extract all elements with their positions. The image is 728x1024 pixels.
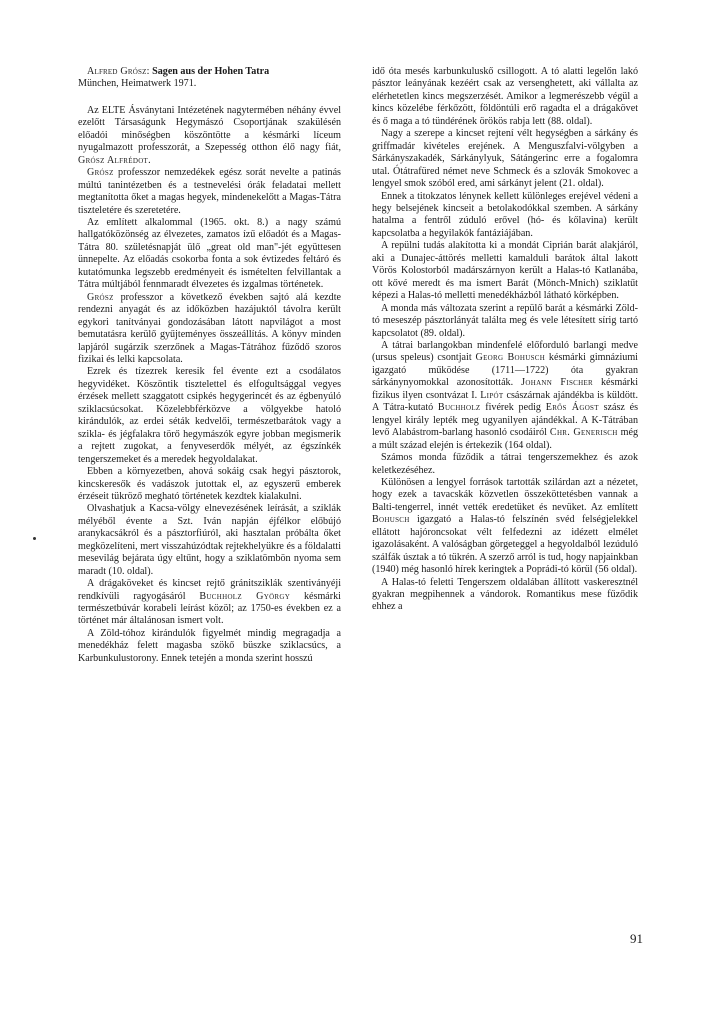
paragraph (78, 105, 341, 167)
text-run: A Zöld-tóhoz kirándulók figyelmét mindig megragadja a menedékház felett magasba szökő büszke sziklacsúcs, a Karbunkulustorony. Ennek tetején a monda szerint hosszú (78, 627, 341, 664)
text-run: Számos monda fűződik a tátrai tengerszemekhez és azok keletkezéséhez. (372, 452, 638, 476)
name-small-caps: Chr. Generisch (549, 427, 618, 439)
paragraph (372, 240, 638, 302)
text-run: késmárki gimnáziumi igazgató működése (1711—1722) óta gyakran sárkánynyomokkal azonosították. (372, 352, 638, 389)
paragraph (372, 577, 638, 614)
text-run: A monda más változata szerint a repülő barát a késmárki Zöld-tó meseszép pásztorlányát találta meg és vele létesített sírig tartó kapcsolatot (89. oldal). (372, 302, 638, 339)
text-run: még a múlt század elején is értekezik (164 oldal). (372, 427, 638, 451)
text-run: idő óta mesés karbunkuluskő csillogott. A tó alatti legelőn lakó pásztor leányának kezéért csak az versenghetett, aki vállalta az elérhetetlen kincs megszerzését. Amikor a legmerészebb végül a kincs közelébe férkőzött, földöntúli erő ragadta el a drágakövet és ő maga a tó tündérének örökös rabja lett (88. oldal). (372, 66, 638, 127)
paragraph (372, 66, 638, 128)
paragraph (372, 452, 638, 477)
margin-mark (33, 537, 36, 540)
name-small-caps: Lipót (480, 389, 504, 401)
text-run: késmárki fizikus ilyen csontvázat I. (372, 377, 639, 401)
review-header (78, 66, 341, 91)
name-small-caps: Grósz (87, 291, 114, 303)
page-number: 91 (630, 931, 643, 946)
text-run: Ennek a titokzatos lénynek kellett különleges erejével védeni a hegy belsejének kincseit a betolakodókkal szemben. A sárkány hatalma a fentről zúduló erővel (hó- és kőlavina) került kapcsolatba a hegyilakók fantáziájában. (372, 190, 638, 239)
review-author: Alfred Grósz: (87, 66, 150, 77)
text-run: A tátrai barlangokban mindenfelé előforduló barlangi medve (ursus speleus) csontjait (372, 339, 638, 364)
paragraph (78, 503, 341, 578)
paragraph (372, 191, 638, 241)
text-run: Különösen a lengyel források tartották szilárdan azt a nézetet, hogy ezek a tavacskák közvetlen összeköttetésben vannak a Balti-tengerrel, innét vették eredetüket és nevüket. Az említett (372, 476, 638, 513)
text-run: késmárki természetbúvár korabeli leírást közöl; az 1750-es években ez a történet már általánosan ismert volt. (78, 590, 341, 627)
text-run: Olvashatjuk a Kacsa-völgy elnevezésének leírását, a sziklák mélyéből évente a Szt. Iván napján éjfélkor előbújó aranykacsákról és a pásztorfiúról, aki hasztalan próbálta őket megközelíteni, mert visszahúzódtak rejtekhelyükre és a földalatti mesevilág bejárata úgy eltűnt, hogy a sziklatömbön nyoma sem maradt (10. oldal). (78, 503, 341, 577)
text-run: szász és lengyel király lepték meg ugyanilyen ajándékkal. A K-Tátrában levő Alabástrom-barlang hasonló csodáiról (372, 402, 639, 439)
text-run: Ezrek és tízezrek keresik fel évente ezt a csodálatos hegyvidéket. Köszöntik tisztelettel és elfogultsággal vegyes érzések mellett szaggatott csipkés hegygerincét és az égbenyúló sziklacsúcsokat. Közelebbférközve a völgyekbe hatoló kirándulók, az erdei séták kedvelői, természetbarátok vagy a szikla- és jégfalakra törő hegymászók egyre jobban megismerik a rejtett zugokat, a fenyveserdők mélyét, az égszínkék tengerszemeket és a meredek hegyoldalakat. (78, 366, 341, 465)
text-run: igazgató a Halas-tó felszínén svéd felségjelekkel ellátott hajóroncsokat vélt felfedezni az idézett elmélet igazolásaként. A valóságban görgeteggel a hegyoldalból lezúduló szálfák úsztak a tó tükrén. A szerző arról is tud, hogy napjainkban (1940) még hasonló hírek keringtek a Poprádi-tó körül (56 oldal). (372, 514, 638, 576)
paragraph (78, 628, 341, 665)
paragraph (372, 340, 638, 452)
text-run: Az ELTE Ásványtani Intézetének nagytermében néhány évvel ezelőtt Társaságunk Hegymászó Csoportjának szakülésén előadói minőségben köszöntötte a késmárki líceum nyugalmazott professzorát, a Szepesség otthon élő nagy fiát, (78, 104, 341, 154)
paragraph (78, 167, 341, 217)
name-small-caps: Georg Bohusch (475, 352, 546, 364)
name-small-caps: Buchholz (437, 402, 481, 414)
text-run: Nagy a szerepe a kincset rejtení vélt hegységben a sárkány és griffmadár kivételes erejének. A Menguszfalvi-völgyben a Sárkányszakadék, Sárkánylyuk, Sátángerinc erre a fogalomra utal. Ótátrafüred német neve Schmeck és a szlovák Smokovec a lengyel smok szóból ered, ami sárkányt jelent (21. oldal). (372, 128, 638, 190)
review-title: Sagen aus der Hohen Tatra (152, 66, 270, 77)
right-column (372, 66, 638, 614)
text-run: A Halas-tó feletti Tengerszem oldalában állított vaskeresztnél gyakran megpihennek a vándorok. Romantikus mese fűződik ehhez a (372, 576, 638, 613)
text-run: A repülni tudás alakította ki a mondát Ciprián barát alakjáról, aki a Dunajec-áttörés melletti kamalduli barátok által lakott Vörös Kolostorból madárszárnyon került a Halas-tó Katlanába, ott kővé meredt és ma ismert Barát (Mönch-Mnich) sziklatűt képezi a Halas-tó melletti menedékházból látható körképben. (372, 240, 638, 302)
paragraph (78, 466, 341, 503)
left-paragraphs (78, 105, 341, 665)
name-small-caps: Grósz Alfrédot. (78, 154, 151, 166)
text-run: fivérek pedig (480, 402, 546, 414)
paragraph (372, 303, 638, 340)
right-paragraphs (372, 66, 638, 614)
paragraph (78, 217, 341, 292)
paragraph (78, 292, 341, 367)
name-small-caps: Grósz (87, 167, 114, 179)
text-run: Az említett alkalommal (1965. okt. 8.) a nagy számú hallgatóközönség az élvezetes, zamatos ízű előadót és a Magas-Tátra 80. születésnapját ülő „great old man"-jét együttesen ünnepelte. Az előadás csokorba fonta a sok évtizedes feltáró és kutatómunka legszebb eredményeit és ismételten felvillantak a Tátra múltjából fennmaradt élvezetes és izgalmas történetek. (78, 216, 341, 291)
text-run: A drágaköveket és kincset rejtő gránitsziklák szentiványéji rendkívüli ragyogásáról (78, 578, 341, 602)
paragraph (372, 128, 638, 190)
text-run: professzor a következő években sajtó alá kezdte rendezni anyagát és az időközben hazájuktól távolra került egykori tanítványai gondozásában látott napvilágot a most bemutatásra kerülő gyűjteményes összeállítás. A könyv minden lapjáról sugárzik szerzőnek a Magas-Tátrához fűződő szoros fizikai és lelki kapcsolata. (78, 291, 341, 365)
paragraph (372, 477, 638, 577)
name-small-caps: Erős Ágost (545, 402, 599, 414)
text-run: császárnak ajándékba is küldött. A Tátra-kutató (372, 389, 639, 414)
name-small-caps: Buchholz György (199, 590, 291, 602)
review-publication: München, Heimatwerk 1971. (78, 78, 197, 90)
name-small-caps: Johann Fischer (521, 377, 594, 389)
text-run: professzor nemzedékek egész sorát nevelte a patinás múltú tanintézetben és a testnevelési órák feladatai mellett megtanította őket a magas hegyek, mindenekelőtt a Magas-Tátra tiszteletére és szeretetére. (78, 167, 341, 216)
left-column (78, 66, 341, 665)
text-run: Ebben a környezetben, ahová sokáig csak hegyi pásztorok, kincskeresők és vadászok jutottak el, az egyszerű emberek érzéseit tükröző megható történetek kezdtek kialakulni. (78, 466, 341, 502)
name-small-caps: Bohusch (372, 514, 410, 526)
paragraph (78, 578, 341, 628)
paragraph (78, 366, 341, 466)
